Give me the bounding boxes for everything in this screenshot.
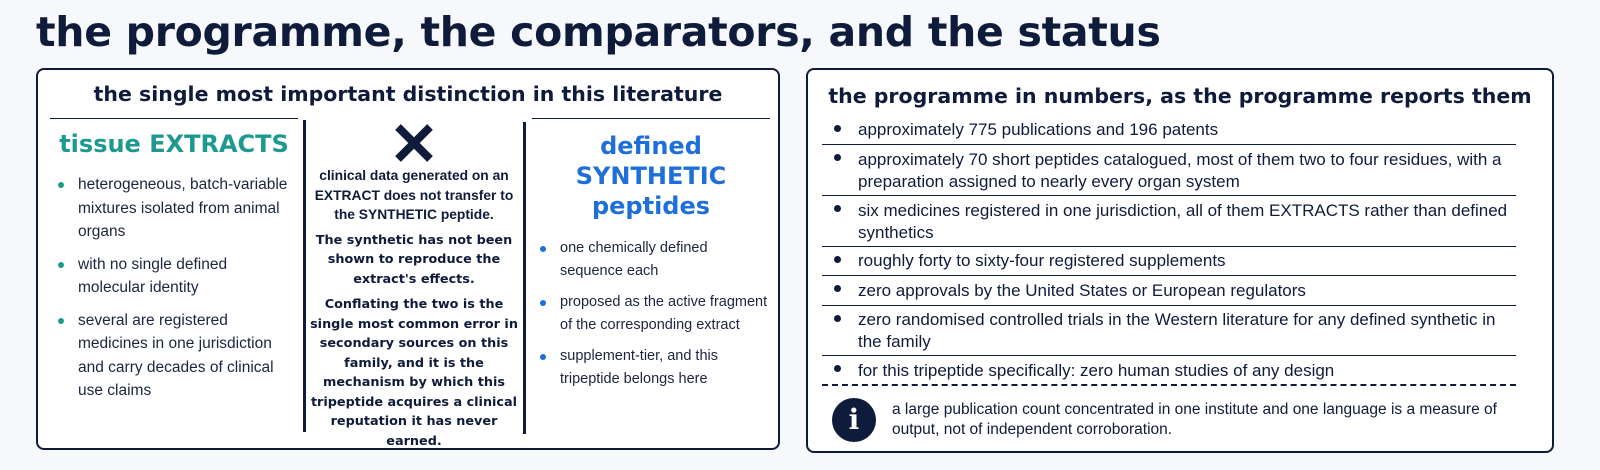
list-item-text: with no single defined molecular identity (78, 255, 228, 296)
bullet-dot-icon (540, 300, 546, 306)
stats-list (822, 116, 1516, 384)
stat-text: for this tripeptide specifically: zero human studies of any design (858, 361, 1335, 380)
bullet-dot-icon (834, 365, 841, 372)
extracts-title: tissue EXTRACTS (59, 130, 289, 158)
extracts-column (50, 118, 298, 412)
synthetic-rule (532, 118, 770, 119)
stat-row (822, 145, 1516, 196)
distinction-panel (36, 68, 780, 450)
page-title: the programme, the comparators, and the status (36, 8, 1161, 56)
extracts-rule (50, 118, 298, 119)
x-icon (393, 122, 435, 164)
stat-row (822, 116, 1516, 145)
dashed-divider (822, 384, 1516, 386)
stat-text: approximately 70 short peptides catalogued, most of them two to four residues, with a preparation assigned to nearly every organ system (858, 150, 1502, 191)
stat-text: six medicines registered in one jurisdiction, all of them EXTRACTS rather than defined synthetics (858, 201, 1508, 242)
list-item-text: supplement-tier, and this tripeptide belongs here (560, 348, 718, 387)
numbers-panel (806, 68, 1554, 453)
stat-row (822, 356, 1516, 384)
list-item-text: proposed as the active fragment of the corresponding extract (560, 294, 768, 333)
bullet-dot-icon (834, 205, 841, 212)
extracts-list (50, 173, 298, 403)
synthetic-list (532, 237, 770, 391)
stat-row (822, 196, 1516, 247)
synthetic-column (532, 118, 770, 399)
stat-row (822, 276, 1516, 306)
distinction-heading: the single most important distinction in this literature (93, 82, 723, 106)
bullet-dot-icon (834, 154, 841, 161)
list-item-text: heterogeneous, batch-variable mixtures isolated from animal organs (78, 176, 288, 240)
bullet-dot-icon (540, 246, 546, 252)
synthetic-title: defined SYNTHETIC peptides (575, 132, 727, 220)
bullet-dot-icon (58, 182, 64, 188)
list-item (50, 309, 298, 403)
stat-text: zero approvals by the United States or European regulators (858, 281, 1306, 300)
list-item (50, 253, 298, 300)
info-icon: i (832, 398, 876, 442)
list-item (50, 173, 298, 244)
warning-text-1: clinical data generated on an EXTRACT does not transfer to the SYNTHETIC peptide. (314, 168, 514, 222)
bullet-dot-icon (540, 354, 546, 360)
list-item (532, 237, 770, 283)
bullet-dot-icon (834, 315, 841, 322)
list-item-text: several are registered medicines in one jurisdiction and carry decades of clinical use claims (78, 311, 274, 399)
stat-text: roughly forty to sixty-four registered supplements (858, 251, 1226, 270)
bullet-dot-icon (834, 285, 841, 292)
bullet-dot-icon (58, 262, 64, 268)
column-divider (523, 122, 526, 434)
list-item-text: one chemically defined sequence each (560, 240, 708, 279)
column-divider (303, 120, 306, 432)
stat-row (822, 247, 1516, 276)
stat-row (822, 306, 1516, 356)
footnote: a large publication count concentrated in one institute and one language is a measure of output, not of independent corroboration. (892, 401, 1497, 438)
numbers-heading: the programme in numbers, as the programme reports them (828, 84, 1532, 108)
bullet-dot-icon (834, 125, 841, 132)
warning-text-2: The synthetic has not been shown to reproduce the extract's effects. (315, 232, 513, 287)
stat-text: zero randomised controlled trials in the Western literature for any defined synthetic in the family (858, 310, 1496, 351)
list-item (532, 345, 770, 391)
bullet-dot-icon (58, 318, 64, 324)
stat-text: approximately 775 publications and 196 patents (858, 120, 1219, 139)
warning-column (310, 122, 518, 451)
bullet-dot-icon (834, 256, 841, 263)
warning-text-3: Conflating the two is the single most common error in secondary sources on this family, and it is the mechanism by which this tripeptide acquires a clinical reputation it has never earned. (310, 297, 518, 449)
list-item (532, 291, 770, 337)
